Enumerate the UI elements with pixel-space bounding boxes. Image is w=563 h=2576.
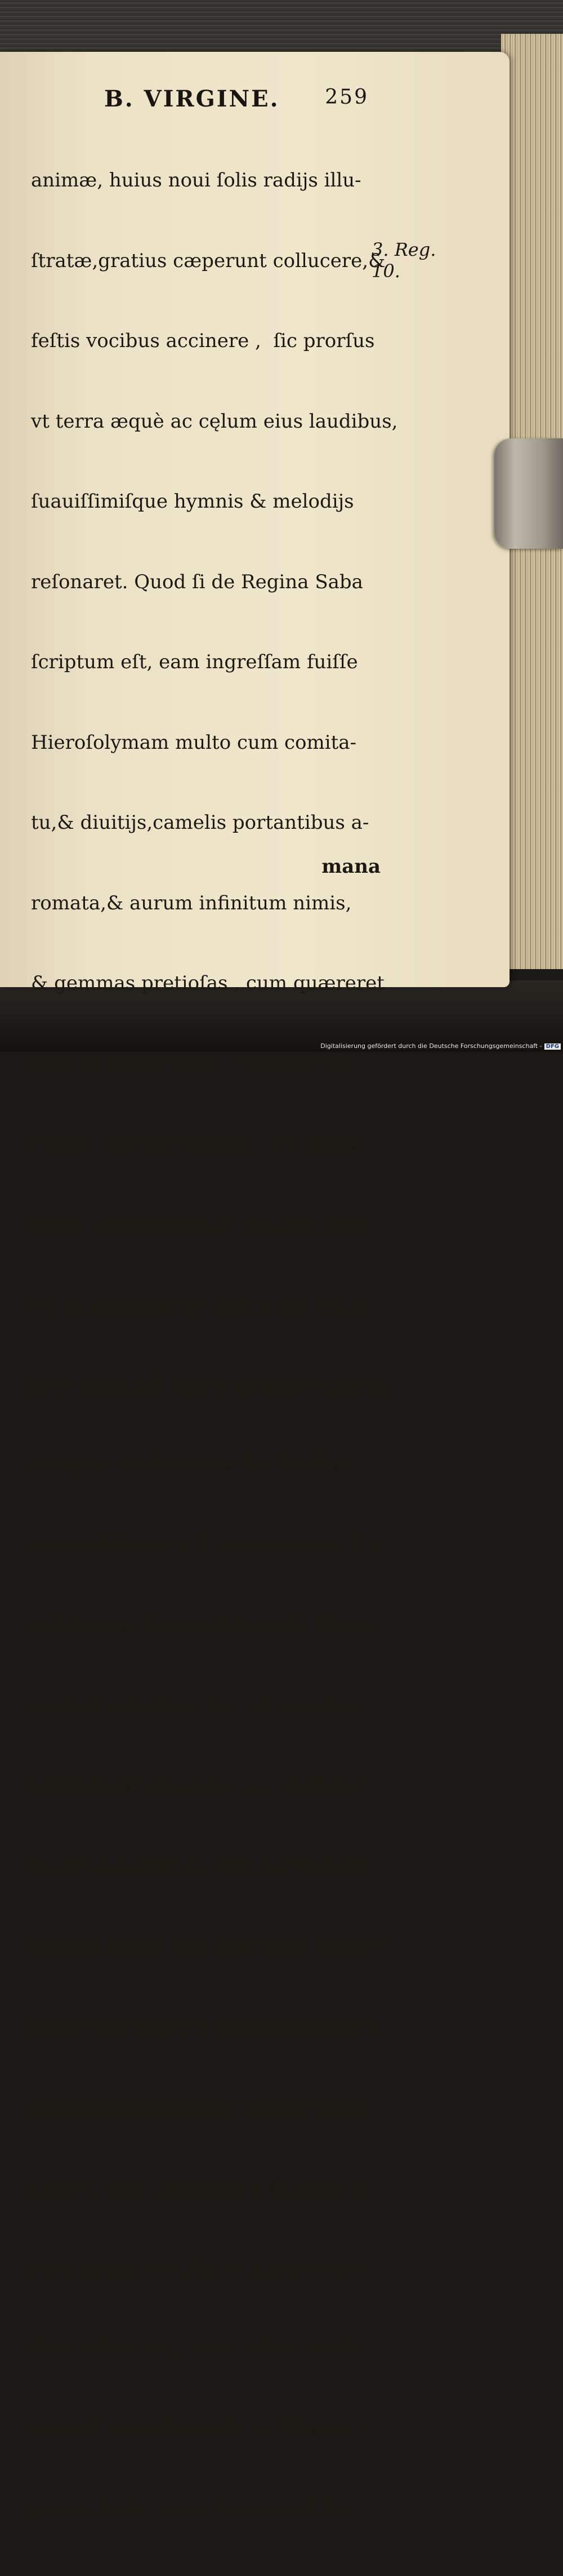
text-line: nata fuit & exculta? O quam nobile xyxy=(31,2257,371,2279)
text-line: romata,& aurum infinitum nimis, xyxy=(31,891,352,914)
text-line: fuiſſe credimus huius magnæ Regi- xyxy=(31,1213,372,1236)
text-line: rogatiuarum gemmæ, quibus ſupra xyxy=(31,2096,372,2118)
text-line: Hieroſolymam multo cum comita- xyxy=(31,731,357,754)
digitization-credit xyxy=(320,1042,561,1050)
text-line: Quam copioſum & refulgens fuerit xyxy=(31,1855,365,1878)
text-line: feſtis vocibus accinere , ſic prorſus xyxy=(31,330,375,352)
marginal-note: 3. Reg. 10. xyxy=(372,239,436,282)
text-line: næ & Imperatricis,non terrę ſolum, xyxy=(31,1293,374,1316)
catchword: mana xyxy=(321,855,381,878)
text-line: varia & odorifera fuerint excellen- xyxy=(31,1694,364,1717)
text-line: reſonaret. Quod ſi de Regina Saba xyxy=(31,570,363,593)
text-line: tu,& diuitijs,camelis portantibus a- xyxy=(31,811,369,834)
running-head-title: B. VIRGINE. xyxy=(104,86,280,112)
text-line: vt terra æquè ac cęlum eius laudibus, xyxy=(31,410,398,433)
page-number: 259 xyxy=(325,86,369,109)
text-line: ſed etiam cæli?quos theſauros, quan- xyxy=(31,1373,392,1396)
dfg-logo: DFG xyxy=(544,1043,561,1050)
text-line: Quam pretioſæ tot præſtantium prę- xyxy=(31,2015,385,2038)
text-line: animæ, huius noui ſolis radijs illu- xyxy=(31,169,361,192)
text-line: collatorum ſecum abſtulerit? Quam xyxy=(31,1614,373,1637)
body-text xyxy=(31,114,398,2576)
text-line: & gemmas pretioſas , cum quæreret xyxy=(31,972,385,994)
text-line: perfectiſſimæ eius charitatis aurum? xyxy=(31,1935,387,1958)
text-line: tiſſimarum virtutum eius aromata? xyxy=(31,1775,368,1797)
text-line: tum cæleſtium à diuina bonitate illi xyxy=(31,1534,374,1557)
text-line: donum hoc die, terra noſtra intulit xyxy=(31,2337,365,2360)
text-line: cælo,vt dum damus & viciſſim reci- xyxy=(31,2417,372,2440)
text-line: ſuauiſſimiſque hymnis & melodijs xyxy=(31,490,354,513)
text-line: omnes alias creaturas à Domino or- xyxy=(31,2176,376,2199)
text-line: ſtratæ,gratius cæperunt collucere,& xyxy=(31,249,386,272)
text-line: tas opes tot donorum & chariſma- xyxy=(31,1454,360,1476)
text-line: ſcriptum eſt, eam ingreſſam fuiſſe xyxy=(31,651,358,673)
text-line: pimus, fælici amicitiæ vinculo hu- xyxy=(31,2497,360,2520)
credit-text: Digitalisierung gefördert durch die Deutsche Forschungsgemeinschaft - xyxy=(320,1042,542,1050)
running-head xyxy=(104,86,369,114)
page-clip xyxy=(494,438,563,549)
text-line: Regem Salomonem : quanto nobi- xyxy=(31,1052,359,1075)
text-line: liorem, illuſtrioremque comitatum xyxy=(31,1132,363,1155)
